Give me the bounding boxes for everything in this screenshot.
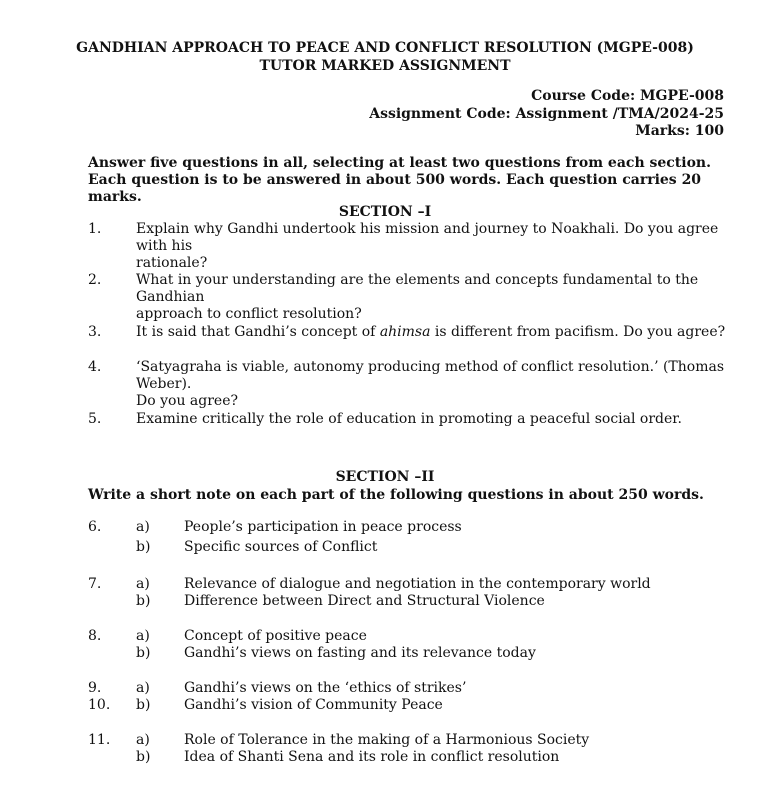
document-title: GANDHIAN APPROACH TO PEACE AND CONFLICT RESOLUTION (MGPE-008)	[76, 40, 694, 56]
part-text: Idea of Shanti Sena and its role in conflict resolution	[184, 749, 560, 765]
instructions: Answer five questions in all, selecting at least two questions from each section. Each question is to be answered in about 500 words. Each question carries 20 marks.	[88, 155, 711, 205]
section-2-instruction: Write a short note on each part of the following questions in about 250 words.	[88, 487, 704, 503]
question-text	[136, 324, 726, 341]
question-number: 2.	[88, 272, 102, 288]
question-text	[136, 221, 726, 272]
part-label: a)	[136, 576, 150, 592]
part-text: Concept of positive peace	[184, 628, 367, 644]
part-label: b)	[136, 539, 151, 555]
part-text: Difference between Direct and Structural Violence	[184, 593, 545, 609]
part-label: a)	[136, 519, 150, 535]
assignment-code: Assignment Code: Assignment /TMA/2024-25	[369, 106, 724, 122]
question-number: 7.	[88, 576, 102, 592]
part-text: Gandhi’s vision of Community Peace	[184, 697, 443, 713]
question-text	[136, 359, 726, 410]
question-number: 11.	[88, 732, 111, 748]
marks: Marks: 100	[635, 123, 724, 139]
question-number: 8.	[88, 628, 102, 644]
question-number: 1.	[88, 221, 102, 237]
question-line: ‘Satyagraha is viable, autonomy producing method of conflict resolution.’ (Thomas Weber).	[136, 359, 725, 392]
part-label: b)	[136, 593, 151, 609]
question-text-emphasis: ahimsa	[379, 324, 431, 340]
question-line: rationale?	[136, 255, 208, 271]
part-label: a)	[136, 628, 150, 644]
question-line: Explain why Gandhi undertook his mission and journey to Noakhali. Do you agree with his	[136, 221, 719, 254]
part-text: People’s participation in peace process	[184, 519, 462, 535]
question-number: 10.	[88, 697, 111, 713]
question-number: 3.	[88, 324, 102, 340]
part-label: a)	[136, 680, 150, 696]
course-code: Course Code: MGPE-008	[531, 88, 724, 104]
part-text: Gandhi’s views on fasting and its relevance today	[184, 645, 536, 661]
question-line: Do you agree?	[136, 393, 238, 409]
part-label: b)	[136, 697, 151, 713]
question-line: approach to conflict resolution?	[136, 306, 362, 322]
question-text-pre: It is said that Gandhi’s concept of	[136, 324, 380, 340]
question-number: 9.	[88, 680, 102, 696]
question-text	[136, 272, 726, 323]
part-label: b)	[136, 645, 151, 661]
question-number: 6.	[88, 519, 102, 535]
section-2-heading: SECTION –II	[335, 469, 435, 485]
part-label: a)	[136, 732, 150, 748]
question-text: Examine critically the role of education in promoting a peaceful social order.	[136, 411, 682, 427]
question-line: What in your understanding are the elements and concepts fundamental to the Gandhian	[136, 272, 699, 305]
part-text: Specific sources of Conflict	[184, 539, 378, 555]
part-text: Relevance of dialogue and negotiation in the contemporary world	[184, 576, 651, 592]
question-number: 4.	[88, 359, 102, 375]
question-text-post: is different from pacifism. Do you agree?	[430, 324, 726, 340]
document-subtitle: TUTOR MARKED ASSIGNMENT	[259, 58, 511, 74]
part-label: b)	[136, 749, 151, 765]
section-1-heading: SECTION –I	[338, 204, 432, 220]
part-text: Role of Tolerance in the making of a Harmonious Society	[184, 732, 590, 748]
question-number: 5.	[88, 411, 102, 427]
part-text: Gandhi’s views on the ‘ethics of strikes’	[184, 680, 467, 696]
